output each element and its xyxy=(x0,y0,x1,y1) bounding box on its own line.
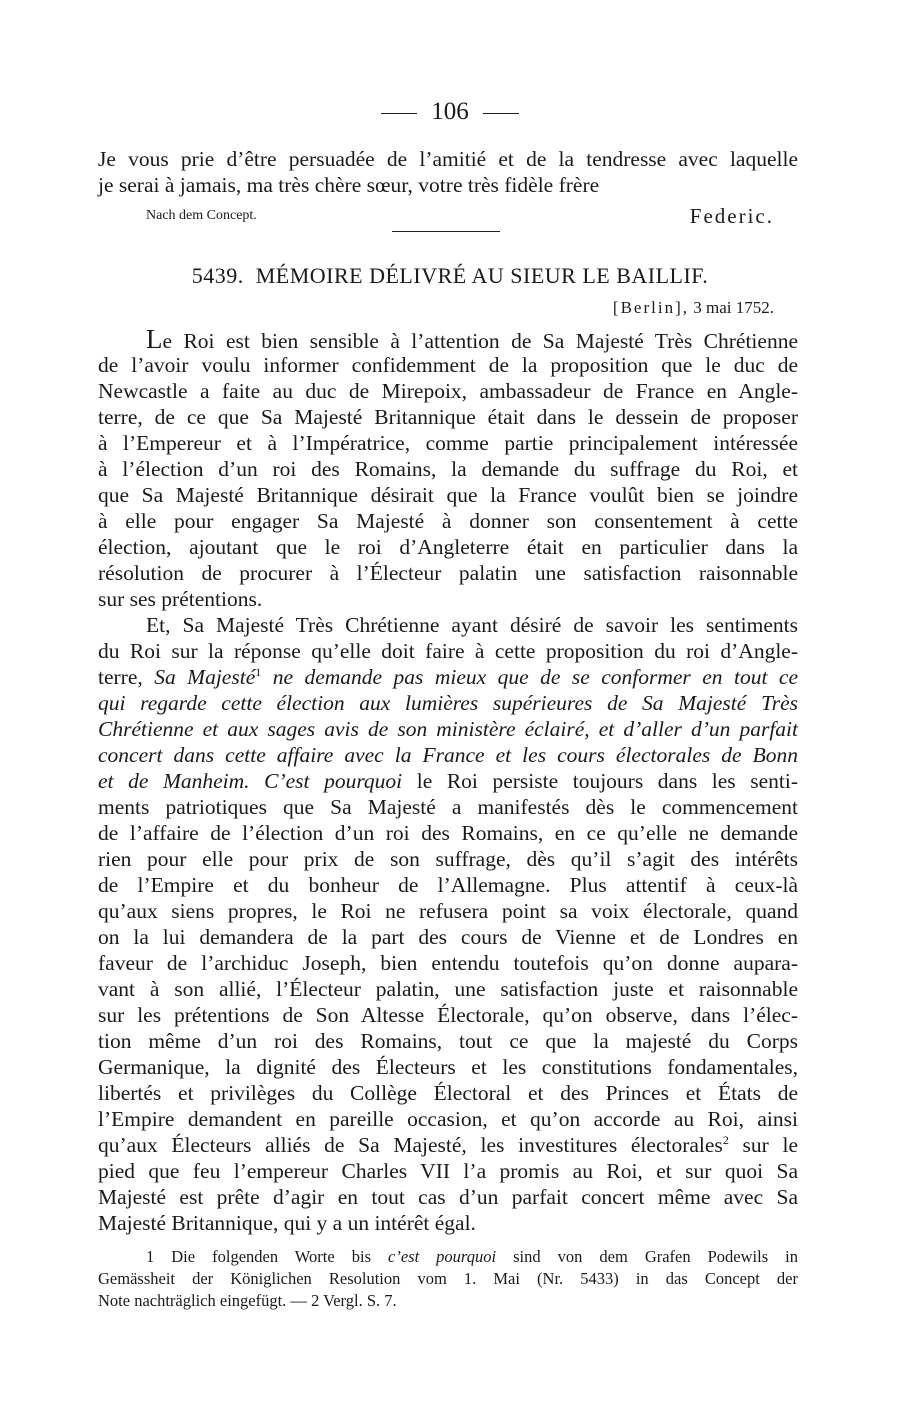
paragraph-2-line: Majesté est prête d’agir en tout cas d’un parfait concert même avec Sa xyxy=(98,1185,798,1209)
paragraph-1-line: à elle pour engager Sa Majesté à donner son consentement à cette xyxy=(98,509,798,533)
letter-closing-line-2: je serai à jamais, ma très chère sœur, votre très fidèle frère xyxy=(98,173,600,197)
paragraph-2-line: on la lui demandera de la part des cours de Vienne et de Londres en xyxy=(98,925,798,949)
paragraph-1-line: résolution de procurer à l’Électeur palatin une satisfaction raisonnable xyxy=(98,561,798,585)
document-number: 5439. xyxy=(191,263,244,288)
paragraph-2-line: Chrétienne et aux sages avis de son ministère éclairé, et d’aller d’un parfait xyxy=(98,717,798,741)
paragraph-1-line: que Sa Majesté Britannique désirait que la France voulût bien se joindre xyxy=(98,483,798,507)
footnote-1 xyxy=(146,1246,798,1268)
italic-text: Sa Majesté xyxy=(154,665,256,689)
dateline-date: 3 mai 1752. xyxy=(693,298,774,317)
footnote-2-marker: 2 xyxy=(311,1291,320,1310)
section-divider xyxy=(392,231,500,232)
footnote-1-line-2: Gemässheit der Königlichen Resolution vom 1. Mai (Nr. 5433) in das Concept der xyxy=(98,1269,798,1288)
paragraph-2-line: pied que feu l’empereur Charles VII l’a promis au Roi, et sur quoi Sa xyxy=(98,1159,798,1183)
paragraph-2-line: de l’affaire de l’élection d’un roi des Romains, en ce qu’elle ne demande xyxy=(98,821,798,845)
paragraph-1-line: sur ses prétentions. xyxy=(98,587,263,611)
header-dash-right xyxy=(483,113,519,114)
dateline xyxy=(613,298,774,318)
paragraph-2-line: tion même d’un roi des Romains, tout ce que la majesté du Corps xyxy=(98,1029,798,1053)
paragraph-2-line: sur les prétentions de Son Altesse Électorale, qu’on observe, dans l’élec- xyxy=(98,1003,798,1027)
paragraph-2-line: concert dans cette affaire avec la France et les cours électorales de Bonn xyxy=(98,743,798,767)
paragraph-2-line: ments patriotiques que Sa Majesté a manifestés dès le commencement xyxy=(98,795,798,819)
paragraph-2-line xyxy=(98,1132,798,1158)
footnote-marker-2: 2 xyxy=(722,1133,729,1147)
line-text: terre, xyxy=(98,665,155,689)
line-text: qu’aux Électeurs alliés de Sa Majesté, les investitures électorales xyxy=(98,1133,723,1157)
drop-cap: L xyxy=(146,324,163,354)
paragraph-1-line xyxy=(146,326,798,354)
paragraph-2-line: du Roi sur la réponse qu’elle doit faire à cette proposition du roi d’Angle- xyxy=(98,639,798,663)
source-note: Nach dem Concept. xyxy=(146,208,257,223)
paragraph-2-line xyxy=(98,664,798,690)
letter-closing-line-1: Je vous prie d’être persuadée de l’amitié et de la tendresse avec laquelle xyxy=(98,147,798,171)
paragraph-2-line: Majesté Britannique, qui y a un intérêt égal. xyxy=(98,1211,476,1235)
footnote-marker-1: 1 xyxy=(255,665,262,679)
paragraph-1-line: élection, ajoutant que le roi d’Angleterre était en particulier dans la xyxy=(98,535,798,559)
footnote-text: Die folgenden Worte bis xyxy=(154,1247,389,1266)
italic-text: ne demande pas mieux que de se conformer en tout ce xyxy=(261,665,798,689)
paragraph-2-line: rien pour elle pour prix de son suffrage, dès qu’il s’agit des intérêts xyxy=(98,847,798,871)
paragraph-2-line: libertés et privilèges du Collège Électoral et des Princes et États de xyxy=(98,1081,798,1105)
header-dash-left xyxy=(381,113,417,114)
paragraph-1-line: à l’élection d’un roi des Romains, la demande du suffrage du Roi, et xyxy=(98,457,798,481)
italic-text: et de Manheim. C’est pourquoi xyxy=(98,769,403,793)
paragraph-2-line: Et, Sa Majesté Très Chrétienne ayant désiré de savoir les sentiments xyxy=(146,613,798,637)
paragraph-2-line: qui regarde cette élection aux lumières supérieures de Sa Majesté Très xyxy=(98,691,798,715)
footnote-text: Note nachträglich eingefügt. — xyxy=(98,1291,312,1310)
line-text: le Roi persiste toujours dans les senti- xyxy=(402,769,798,793)
paragraph-2-line: faveur de l’archiduc Joseph, bien entendu toutefois qu’on donne aupara- xyxy=(98,951,798,975)
paragraph-1-line: terre, de ce que Sa Majesté Britannique était dans le dessein de proposer xyxy=(98,405,798,429)
paragraph-1-line: de l’avoir voulu informer confidemment de la proposition que le duc de xyxy=(98,353,798,377)
paragraph-1-line: à l’Empereur et à l’Impératrice, comme partie principalement intéressée xyxy=(98,431,798,455)
paragraph-2-line: qu’aux siens propres, le Roi ne refusera point sa voix électorale, quand xyxy=(98,899,798,923)
page-header xyxy=(0,98,900,126)
paragraph-2-line xyxy=(98,768,798,794)
paragraph-2-line: vant à son allié, l’Électeur palatin, une satisfaction juste et raisonnable xyxy=(98,977,798,1001)
footnote-italic: c’est pourquoi xyxy=(388,1247,497,1266)
line-text: sur le xyxy=(728,1133,799,1157)
dateline-place: [Berlin], xyxy=(612,298,689,317)
footnote-1-line-3 xyxy=(98,1290,798,1312)
footnote-2-text: Vergl. S. 7. xyxy=(319,1291,397,1310)
signature: Federic. xyxy=(689,204,774,228)
paragraph-2-line: de l’Empire et du bonheur de l’Allemagne. Plus attentif à ceux-là xyxy=(98,873,798,897)
document-title: MÉMOIRE DÉLIVRÉ AU SIEUR LE BAILLIF. xyxy=(255,263,709,288)
paragraph-1-line: Newcastle a faite au duc de Mirepoix, ambassadeur de France en Angle- xyxy=(98,379,798,403)
paragraph-2-line: Germanique, la dignité des Électeurs et les constitutions fondamentales, xyxy=(98,1055,798,1079)
document-heading xyxy=(0,263,900,289)
paragraph-2-line: l’Empire demandent en pareille occasion, et qu’on accorde au Roi, ainsi xyxy=(98,1107,798,1131)
line-text: e Roi est bien sensible à l’attention de Sa Majesté Très Chrétienne xyxy=(162,329,798,353)
page-number: 106 xyxy=(431,98,469,125)
footnote-text: sind von dem Grafen Podewils in xyxy=(496,1247,798,1266)
footnote-1-marker: 1 xyxy=(146,1247,155,1266)
